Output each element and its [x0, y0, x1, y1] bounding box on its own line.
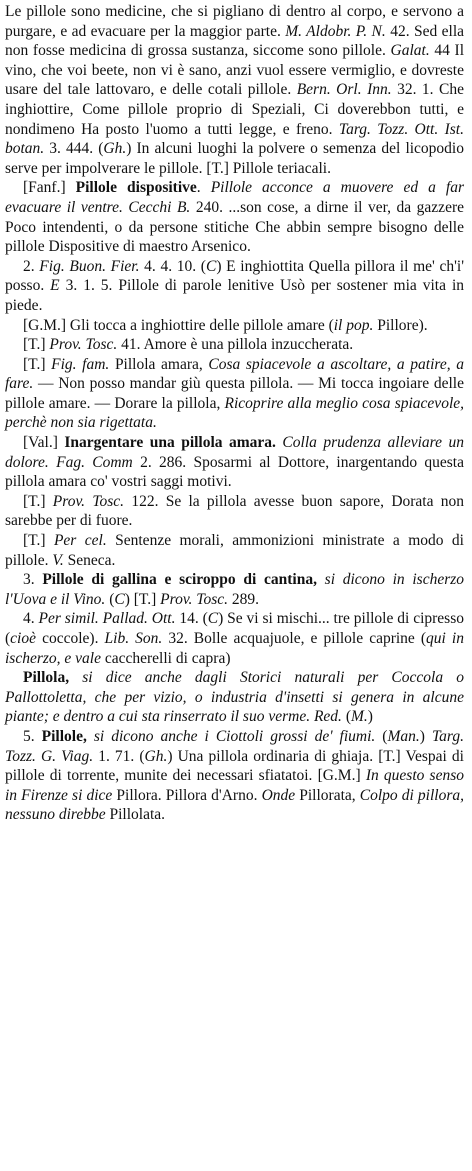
body-text: ( — [375, 727, 388, 745]
dictionary-paragraph — [5, 609, 464, 668]
italic-text: Colla prudenza alleviare un dolore. Fag. Comm — [5, 434, 464, 471]
body-text: 41. Amore è una pillola inzuccherata. — [117, 336, 354, 354]
body-text: Pillora. Pillora d'Arno. — [112, 786, 262, 804]
italic-text: Pillole acconce a muovere ed a far evacuare il ventre. Cecchi B. — [5, 179, 465, 216]
headword-text: Pillola, — [23, 669, 70, 687]
body-text: . — [196, 179, 211, 197]
italic-text: Cosa spiacevole a ascoltare, a patire, a fare. — [5, 355, 464, 393]
body-text — [69, 669, 82, 686]
body-text: ) — [419, 727, 432, 745]
body-text: 4. 4. 10. ( — [139, 257, 206, 275]
italic-text: C — [205, 257, 217, 275]
body-text: 14. ( — [175, 610, 208, 628]
italic-text: si dicono anche i Ciottoli grossi de' fiumi. — [93, 727, 376, 745]
body-text: 1. 71. ( — [93, 747, 145, 765]
italic-text: In questo senso in Firenze si dice — [5, 767, 464, 804]
body-text: ) E inghiottita Quella pillora il me' ch'i' posso. — [5, 257, 464, 295]
body-text: 2. — [23, 257, 40, 275]
body-text: ( — [105, 590, 115, 608]
body-text: 2. 286. Sposarmi al Dottore, inargentando questa pillola amara co' vostri saggi motivi. — [5, 453, 464, 491]
italic-text: Bern. Orl. Inn. — [296, 81, 392, 99]
body-text: [T.] — [23, 355, 52, 373]
body-text: 240. ...son cose, a dirne il ver, da gazzere Poco intendenti, o da persone stitiche Che abbin sempre bisogno delle pillole Dispositive di maestro Arsenico. — [5, 198, 464, 256]
body-text: 3. — [23, 571, 43, 589]
italic-text: Onde — [261, 786, 296, 804]
body-text: Pillola amara, — [109, 355, 209, 373]
body-text: ) In alcuni luoghi la polvere o semenza del licopodio serve per impolverare le pillole. [T.] Pillole teriacali. — [5, 140, 464, 177]
dictionary-paragraph — [5, 257, 464, 316]
dictionary-paragraph — [5, 570, 464, 609]
body-text: 122. Se la pillola avesse buon sapore, Dorata non sarebbe per di fuore. — [5, 492, 464, 530]
body-text: Le pillole sono medicine, che si pigliano di dentro al corpo, e servono a purgare, e ad evacuare per la maggior parte. — [5, 3, 464, 40]
body-text: — Non posso mandar giù questa pillola. — Mi tocca ingoiare delle pillole amare. — Dorare la pillola, — [5, 375, 464, 412]
body-text: 32. 1. Che inghiottire, Come pillole proprio di Speziali, Ci doverebbon tutti, e nondimeno Ha posto l'uomo a tutti legge, e freno. — [5, 81, 465, 138]
italic-text: V. — [52, 551, 64, 569]
body-text: [T.] — [23, 492, 53, 510]
body-text — [317, 571, 325, 588]
dictionary-paragraph — [5, 727, 464, 825]
italic-text: Per cel. — [53, 532, 107, 550]
body-text: Pillore). — [373, 316, 428, 334]
body-text: 44 Il vino, che voi beete, non vi è sano, anzi vuol essere vermiglio, e dovreste usare del tale lattovaro, e delle cotali pillole. — [5, 42, 465, 99]
body-text: ( — [341, 708, 351, 726]
italic-text: Lib. Son. — [104, 630, 163, 647]
body-text: caccherelli di capra) — [100, 649, 231, 667]
body-text: [Fanf.] — [23, 179, 76, 197]
headword-text: Pillole dispositive — [75, 179, 197, 197]
italic-text: il pop. — [333, 316, 374, 334]
italic-text: cioè — [10, 630, 36, 647]
dictionary-paragraph — [5, 2, 464, 178]
body-text: ) [T.] — [124, 590, 161, 608]
italic-text: Man. — [387, 727, 420, 745]
italic-text: Prov. Tosc. — [49, 336, 118, 354]
italic-text: Targ. Tozz. G. Viag. — [5, 727, 464, 765]
body-text: 3. 1. 5. Pillole di parole lenitive Usò per sostener mia vita in piede. — [5, 277, 464, 314]
headword-text: Pillole di gallina e sciroppo di cantina, — [42, 571, 317, 589]
body-text: 289. — [228, 590, 260, 608]
italic-text: M. Aldobr. P. N. — [285, 22, 386, 40]
body-text: Pillorata, — [295, 786, 360, 804]
italic-text: si dicono in ischerzo l'Uova e il Vino. — [5, 571, 465, 608]
body-text: ) Una pillola ordinaria di ghiaja. [T.] Vespai di pillole di torrente, munite dei necessari sfiatatoi. [G.M.] — [5, 747, 464, 785]
italic-text: Ricoprire alla meglio cosa spiacevole, perchè non sia rigettata. — [5, 394, 464, 432]
dictionary-paragraph — [5, 492, 464, 531]
dictionary-paragraph — [5, 668, 464, 727]
body-text: 32. Bolle acquajuole, e pillole caprine ( — [162, 630, 427, 647]
body-text: 42. Sed ella non fosse medicina di grossa sustanza, siccome sono pillole. — [5, 22, 465, 60]
body-text: [T.] — [23, 336, 50, 354]
dictionary-paragraph — [5, 355, 464, 433]
body-text: [Val.] — [23, 434, 65, 452]
dictionary-paragraph — [5, 178, 464, 256]
dictionary-paragraph — [5, 531, 464, 570]
italic-text: Per simil. Pallad. Ott. — [38, 610, 176, 628]
body-text: Sentenze morali, ammonizioni ministrate a modo di pillole. — [5, 532, 464, 569]
body-text: ) — [367, 708, 373, 726]
body-text: 4. — [23, 610, 39, 628]
italic-text: Targ. Tozz. Ott. Ist. botan. — [5, 120, 464, 158]
italic-text: Colpo di pillora, nessuno direbbe — [5, 786, 464, 824]
dictionary-paragraph — [5, 433, 464, 492]
body-text: [T.] — [23, 532, 54, 550]
body-text: 5. — [23, 727, 42, 745]
italic-text: Prov. Tosc. — [52, 492, 125, 510]
body-text: coccole). — [36, 630, 105, 647]
italic-text: si dice anche dagli Storici naturali per Coccola o Pallottoletta, che per vizio, o industria d'insetti si genera in alcune piante; e dentro a cui sta rinserrato il suo verme. Red. — [5, 669, 464, 726]
body-text: Pillolata. — [105, 806, 166, 824]
dictionary-paragraph — [5, 316, 464, 336]
italic-text: Gh. — [144, 747, 168, 765]
italic-text: Fig. Buon. Fier. — [39, 257, 140, 275]
italic-text: Galat. — [390, 42, 430, 60]
italic-text: C — [207, 610, 219, 628]
headword-text: Pillole, — [41, 727, 87, 745]
body-text: Seneca. — [63, 551, 116, 569]
body-text: ) Se vi si mischi... tre pillole di cipresso ( — [5, 610, 464, 647]
italic-text: Gh. — [103, 140, 127, 158]
italic-text: Prov. Tosc. — [160, 590, 229, 608]
italic-text: Fig. fam. — [51, 355, 110, 373]
italic-text: C — [114, 590, 125, 608]
body-text: [G.M.] Gli tocca a inghiottire delle pillole amare ( — [23, 316, 334, 334]
headword-text: Inargentare una pillola amara. — [64, 434, 276, 452]
italic-text: M. — [350, 708, 368, 726]
dictionary-paragraph — [5, 335, 464, 355]
italic-text: E — [50, 277, 60, 295]
body-text — [87, 728, 94, 745]
body-text: 3. 444. ( — [44, 140, 104, 158]
italic-text: qui in ischerzo, e vale — [5, 630, 464, 667]
